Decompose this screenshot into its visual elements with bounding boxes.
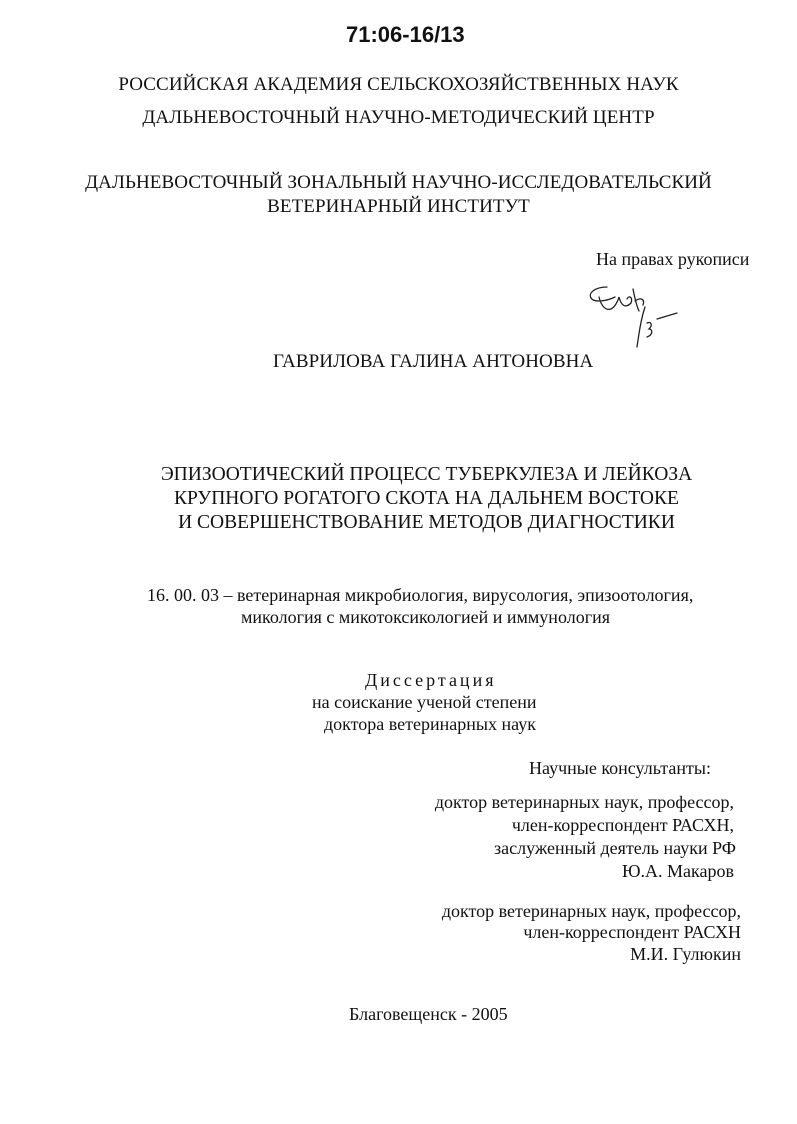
center-name: ДАЛЬНЕВОСТОЧНЫЙ НАУЧНО-МЕТОДИЧЕСКИЙ ЦЕНТР	[142, 107, 655, 128]
degree-line1: на соискание ученой степени	[312, 692, 537, 712]
consultant1-line2: член-корреспондент РАСХН,	[511, 815, 734, 835]
consultant1-line1: доктор ветеринарных наук, профессор,	[434, 792, 734, 812]
consultant1-line3: заслуженный деятель науки РФ	[494, 838, 736, 858]
consultant2-name: М.И. Гулюкин	[630, 944, 741, 964]
institute-name-line1: ДАЛЬНЕВОСТОЧНЫЙ ЗОНАЛЬНЫЙ НАУЧНО-ИССЛЕДОВАТЕЛЬСКИЙ	[85, 172, 712, 193]
author-name: ГАВРИЛОВА ГАЛИНА АНТОНОВНА	[273, 351, 594, 372]
thesis-title-line1: ЭПИЗООТИЧЕСКИЙ ПРОЦЕСС ТУБЕРКУЛЕЗА И ЛЕЙКОЗА	[160, 464, 693, 485]
dissertation-label: Диссертация	[365, 670, 497, 690]
consultants-heading: Научные консультанты:	[529, 758, 711, 778]
consultant1-name: Ю.А. Макаров	[622, 861, 734, 881]
specialty-line2: микология с микотоксикологией и иммунология	[241, 607, 610, 627]
consultant2-line1: доктор ветеринарных наук, профессор,	[441, 901, 741, 921]
thesis-title-line3: И СОВЕРШЕНСТВОВАНИЕ МЕТОДОВ ДИАГНОСТИКИ	[178, 512, 675, 533]
institute-name-line2: ВЕТЕРИНАРНЫЙ ИНСТИТУТ	[267, 196, 530, 217]
consultant2-line2: член-корреспондент РАСХН	[523, 922, 741, 942]
signature-mark	[585, 283, 680, 355]
specialty-line1: 16. 00. 03 – ветеринарная микробиология, вирусология, эпизоотология,	[147, 585, 694, 605]
manuscript-note: На правах рукописи	[596, 249, 750, 269]
place-and-year: Благовещенск - 2005	[349, 1004, 508, 1024]
thesis-title-line2: КРУПНОГО РОГАТОГО СКОТА НА ДАЛЬНЕМ ВОСТОКЕ	[174, 488, 679, 509]
academy-name: РОССИЙСКАЯ АКАДЕМИЯ СЕЛЬСКОХОЗЯЙСТВЕННЫХ НАУК	[118, 74, 679, 95]
document-code: 71:06-16/13	[346, 22, 465, 47]
degree-line2: доктора ветеринарных наук	[324, 714, 536, 734]
